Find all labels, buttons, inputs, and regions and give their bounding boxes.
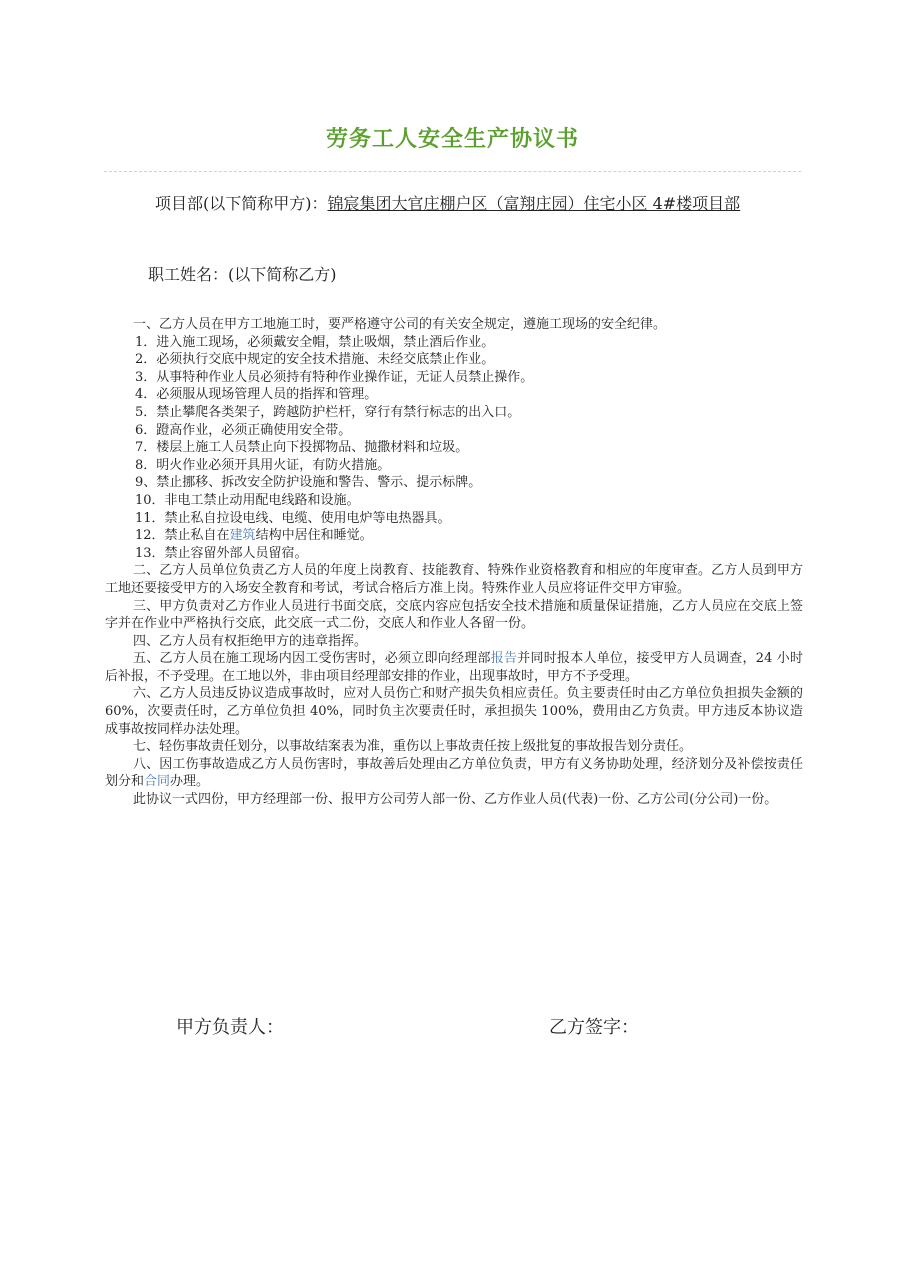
building-link[interactable]: 建筑 (229, 528, 256, 544)
title-divider (104, 171, 801, 172)
clause-3: 三、甲方负责对乙方作业人员进行书面交底，交底内容应包括安全技术措施和质量保证措施，乙方人员应在交底上签字并在作业中严格执行交底，此交底一式二份，交底人和作业人各留一份。 (105, 598, 803, 632)
item-12-text-after: 结构中居住和睡觉。 (255, 528, 373, 544)
clause-1-item-7: 7．楼层上施工人员禁止向下投掷物品、抛撒材料和垃圾。 (135, 440, 469, 456)
party-a-line (155, 191, 740, 214)
party-b-signature-label: 乙方签字： (549, 1017, 639, 1038)
clause-1: 一、乙方人员在甲方工地施工时，要严格遵守公司的有关安全规定，遵施工现场的安全纪律。 (133, 317, 667, 332)
party-a-label: 项目部(以下简称甲方)： (155, 194, 328, 213)
clause-1-item-4: 4．必须服从现场管理人员的指挥和管理。 (135, 387, 378, 403)
clause-5-text-before: 五、乙方人员在施工现场内因工受伤害时，必须立即向经理部 (133, 651, 491, 667)
party-a-signature-label: 甲方负责人： (176, 1017, 284, 1038)
clause-8 (105, 756, 803, 791)
clause-1-item-9: 9、禁止挪移、拆改安全防护设施和警告、警示、提示标牌。 (135, 475, 482, 491)
closing-clause: 此协议一式四份，甲方经理部一份、报甲方公司劳人部一份、乙方作业人员(代表)一份、乙方公司(分公司)一份。 (133, 792, 778, 808)
agreement-body (105, 316, 803, 809)
clause-4: 四、乙方人员有权拒绝甲方的违章指挥。 (133, 633, 368, 649)
clause-2: 二、乙方人员单位负责乙方人员的年度上岗教育、技能教育、特殊作业资格教育和相应的年度审查。乙方人员到甲方工地还要接受甲方的入场安全教育和考试，考试合格后方准上岗。特殊作业人员应将证件交甲方审验。 (105, 563, 803, 596)
clause-1-item-10: 10．非电工禁止动用配电线路和设施。 (135, 492, 360, 508)
clause-5-text-after: 并同时报本人单位，接受甲方人员调查，24 小时后补报，不予受理。在工地以外，非由项目经理部安排的作业，出现事故时，甲方不予受理。 (105, 651, 803, 684)
clause-8-text-before: 八、因工伤事故造成乙方人员伤害时，事故善后处理由乙方单位负责，甲方有义务协助处理，经济划分及补偿按责任划分和 (105, 756, 803, 790)
party-b-line: 职工姓名：(以下简称乙方) (148, 265, 337, 284)
clause-1-item-13: 13．禁止容留外部人员留宿。 (135, 545, 308, 561)
clause-7: 七、轻伤事故责任划分，以事故结案表为准，重伤以上事故责任按上级批复的事故报告划分责任。 (133, 739, 693, 755)
contract-link[interactable]: 合同 (144, 774, 171, 790)
document-title: 劳务工人安全生产协议书 (325, 126, 579, 152)
clause-1-item-5: 5．禁止攀爬各类架子，跨越防护栏杆，穿行有禁行标志的出入口。 (135, 404, 521, 420)
clause-6: 六、乙方人员违反协议造成事故时，应对人员伤亡和财产损失负相应责任。负主要责任时由乙方单位负担损失金额的 60%，次要责任时，乙方单位负担 40%，同时负主次要责任时，承担损失 100%，费用由乙方负责。甲方违反本协议造成事故按同样办法处理。 (105, 686, 803, 737)
clause-1-item-12 (105, 527, 803, 545)
report-link[interactable]: 报告 (490, 651, 518, 667)
clause-1-item-1: 1．进入施工现场，必须戴安全帽，禁止吸烟，禁止酒后作业。 (135, 334, 495, 350)
clause-5 (105, 650, 803, 685)
party-a-value: 锦宸集团大官庄棚户区（富翔庄园）住宅小区 4#楼项目部 (327, 194, 741, 213)
item-12-text-before: 12．禁止私自在 (135, 528, 230, 544)
clause-1-item-2: 2．必须执行交底中规定的安全技术措施、未经交底禁止作业。 (135, 352, 495, 368)
clause-1-item-3: 3．从事特种作业人员必须持有特种作业操作证，无证人员禁止操作。 (135, 369, 534, 385)
clause-1-item-8: 8．明火作业必须开具用火证，有防火措施。 (135, 457, 391, 473)
clause-1-item-11: 11．禁止私自拉设电线、电缆、使用电炉等电热器具。 (135, 510, 451, 526)
clause-1-item-6: 6．蹬高作业，必须正确使用安全带。 (135, 422, 352, 438)
clause-8-text-after: 办理。 (170, 774, 210, 790)
